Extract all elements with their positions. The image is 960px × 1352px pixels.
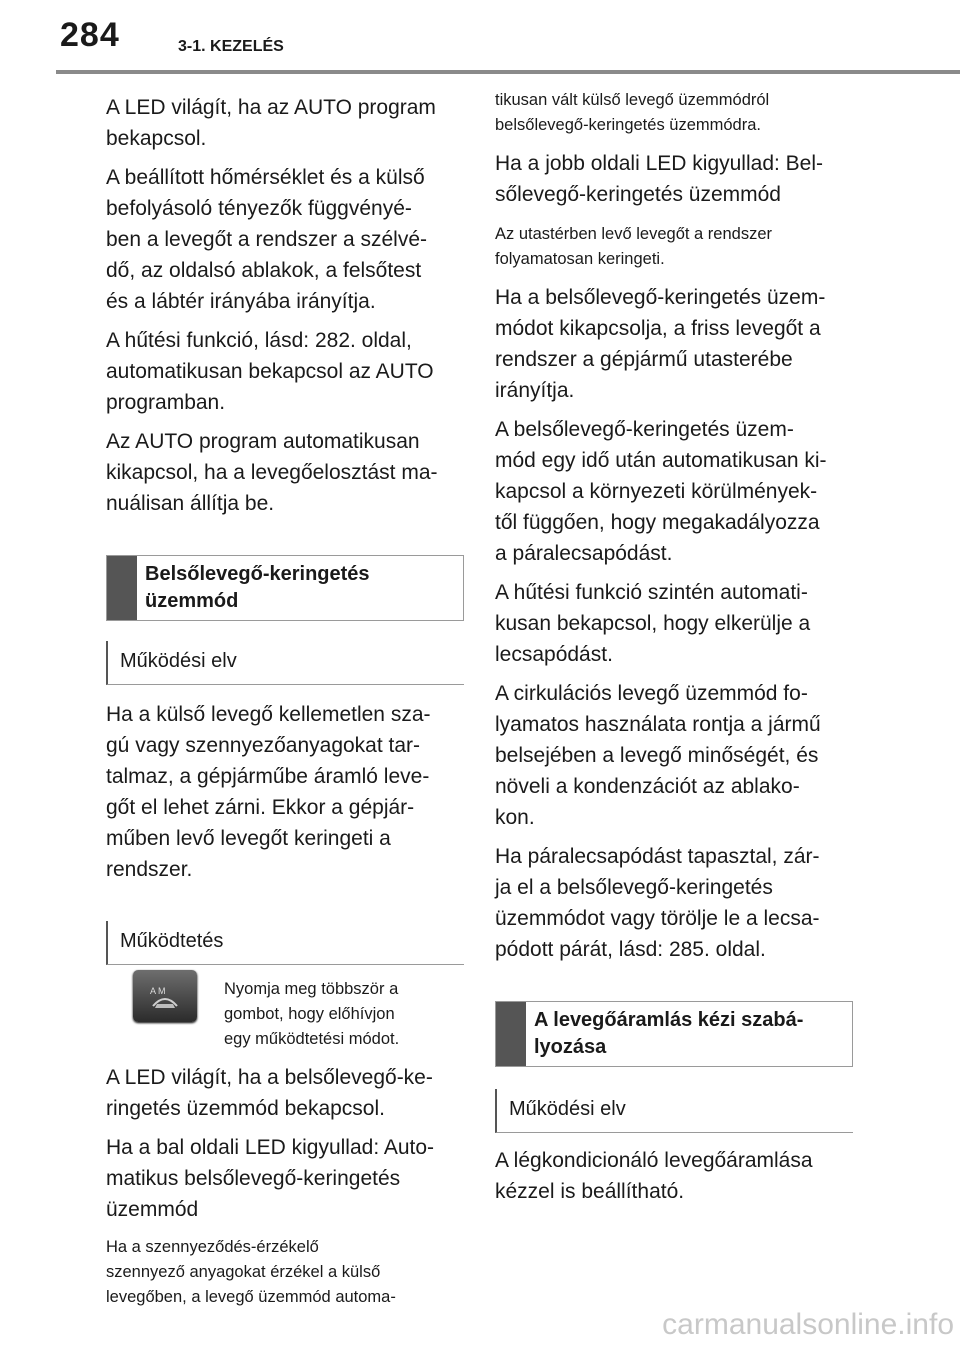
right-column xyxy=(495,88,853,1207)
car-icon xyxy=(155,1004,175,1008)
paragraph: A LED világít, ha az AUTO program bekapcsol. xyxy=(106,96,436,150)
paragraph: A beállított hőmérséklet és a külső befolyásoló tényezők függvényé- ben a levegőt a rendszer a szélvé- dő, az oldalsó ablakok, a felsőtest és a lábtér irányába irányítja. xyxy=(106,166,428,313)
left-column xyxy=(106,88,464,1310)
paragraph: Ha páralecsapódást tapasztal, zár- ja el a belsőlevegő-keringetés üzemmódot vagy törölje le a lecsa- pódott párát, lásd: 285. oldal. xyxy=(495,845,820,961)
header-divider xyxy=(56,70,960,74)
section-heading: Belsőlevegő-keringetés üzemmód xyxy=(145,563,370,612)
paragraph: A hűtési funkció, lásd: 282. oldal, automatikusan bekapcsol az AUTO programban. xyxy=(106,329,434,414)
section-heading-box xyxy=(106,555,464,621)
subheading: Működési elv xyxy=(106,641,464,685)
paragraph: Ha a bal oldali LED kigyullad: Auto- matikus belsőlevegő-keringetés üzemmód xyxy=(106,1136,435,1221)
paragraph: Ha a jobb oldali LED kigyullad: Bel- sőlevegő-keringetés üzemmód xyxy=(495,152,824,206)
paragraph: A LED világít, ha a belsőlevegő-ke- ringetés üzemmód bekapcsol. xyxy=(106,1066,433,1120)
subheading: Működési elv xyxy=(495,1089,853,1133)
paragraph: tikusan vált külső levegő üzemmódról belsőlevegő-keringetés üzemmódra. xyxy=(495,91,770,134)
paragraph: Az utastérben levő levegőt a rendszer folyamatosan keringeti. xyxy=(495,225,772,268)
paragraph: A légkondicionáló levegőáramlása kézzel is beállítható. xyxy=(495,1149,813,1203)
paragraph: Ha a szennyeződés-érzékelő szennyező anyagokat érzékel a külső levegőben, a levegő üzemmód automa- xyxy=(106,1238,396,1306)
section-heading-box xyxy=(495,1001,853,1067)
paragraph: A belsőlevegő-keringetés üzem- mód egy idő után automatikusan ki- kapcsol a környezeti körülmények- től függően, hogy megakadályozza a páralecsapódást. xyxy=(495,418,827,565)
paragraph: Ha a külső levegő kellemetlen sza- gú vagy szennyezőanyagokat tar- talmaz, a gépjárműbe áramló leve- gőt el lehet zárni. Ekkor a gépjár- műben levő levegőt keringeti a rendszer. xyxy=(106,703,431,881)
page-number: 284 xyxy=(60,16,120,54)
watermark: carmanualsonline.info xyxy=(662,1308,954,1341)
button-label: A M xyxy=(150,986,166,996)
paragraph: Ha a belsőlevegő-keringetés üzem- módot kikapcsolja, a friss levegőt a rendszer a gépjármű utasterébe irányítja. xyxy=(495,286,826,402)
heading-bar xyxy=(107,556,137,620)
paragraph: A cirkulációs levegő üzemmód fo- lyamatos használata rontja a jármű belsejében a levegő minőségét, és növeli a kondenzációt az ablako- kon. xyxy=(495,682,821,829)
recirculation-button-image xyxy=(133,970,197,1022)
subheading: Működtetés xyxy=(106,921,464,965)
section-heading: A levegőáramlás kézi szabá- lyozása xyxy=(534,1009,804,1058)
section-title: 3-1. KEZELÉS xyxy=(178,38,284,55)
paragraph: Az AUTO program automatikusan kikapcsol, ha a levegőelosztást ma- nuálisan állítja be. xyxy=(106,430,438,515)
paragraph: A hűtési funkció szintén automati- kusan bekapcsol, hogy elkerülje a lecsapódást. xyxy=(495,581,811,666)
heading-bar xyxy=(496,1002,526,1066)
button-caption: Nyomja meg többször a gombot, hogy előhívjon egy működtetési módot. xyxy=(224,980,400,1048)
